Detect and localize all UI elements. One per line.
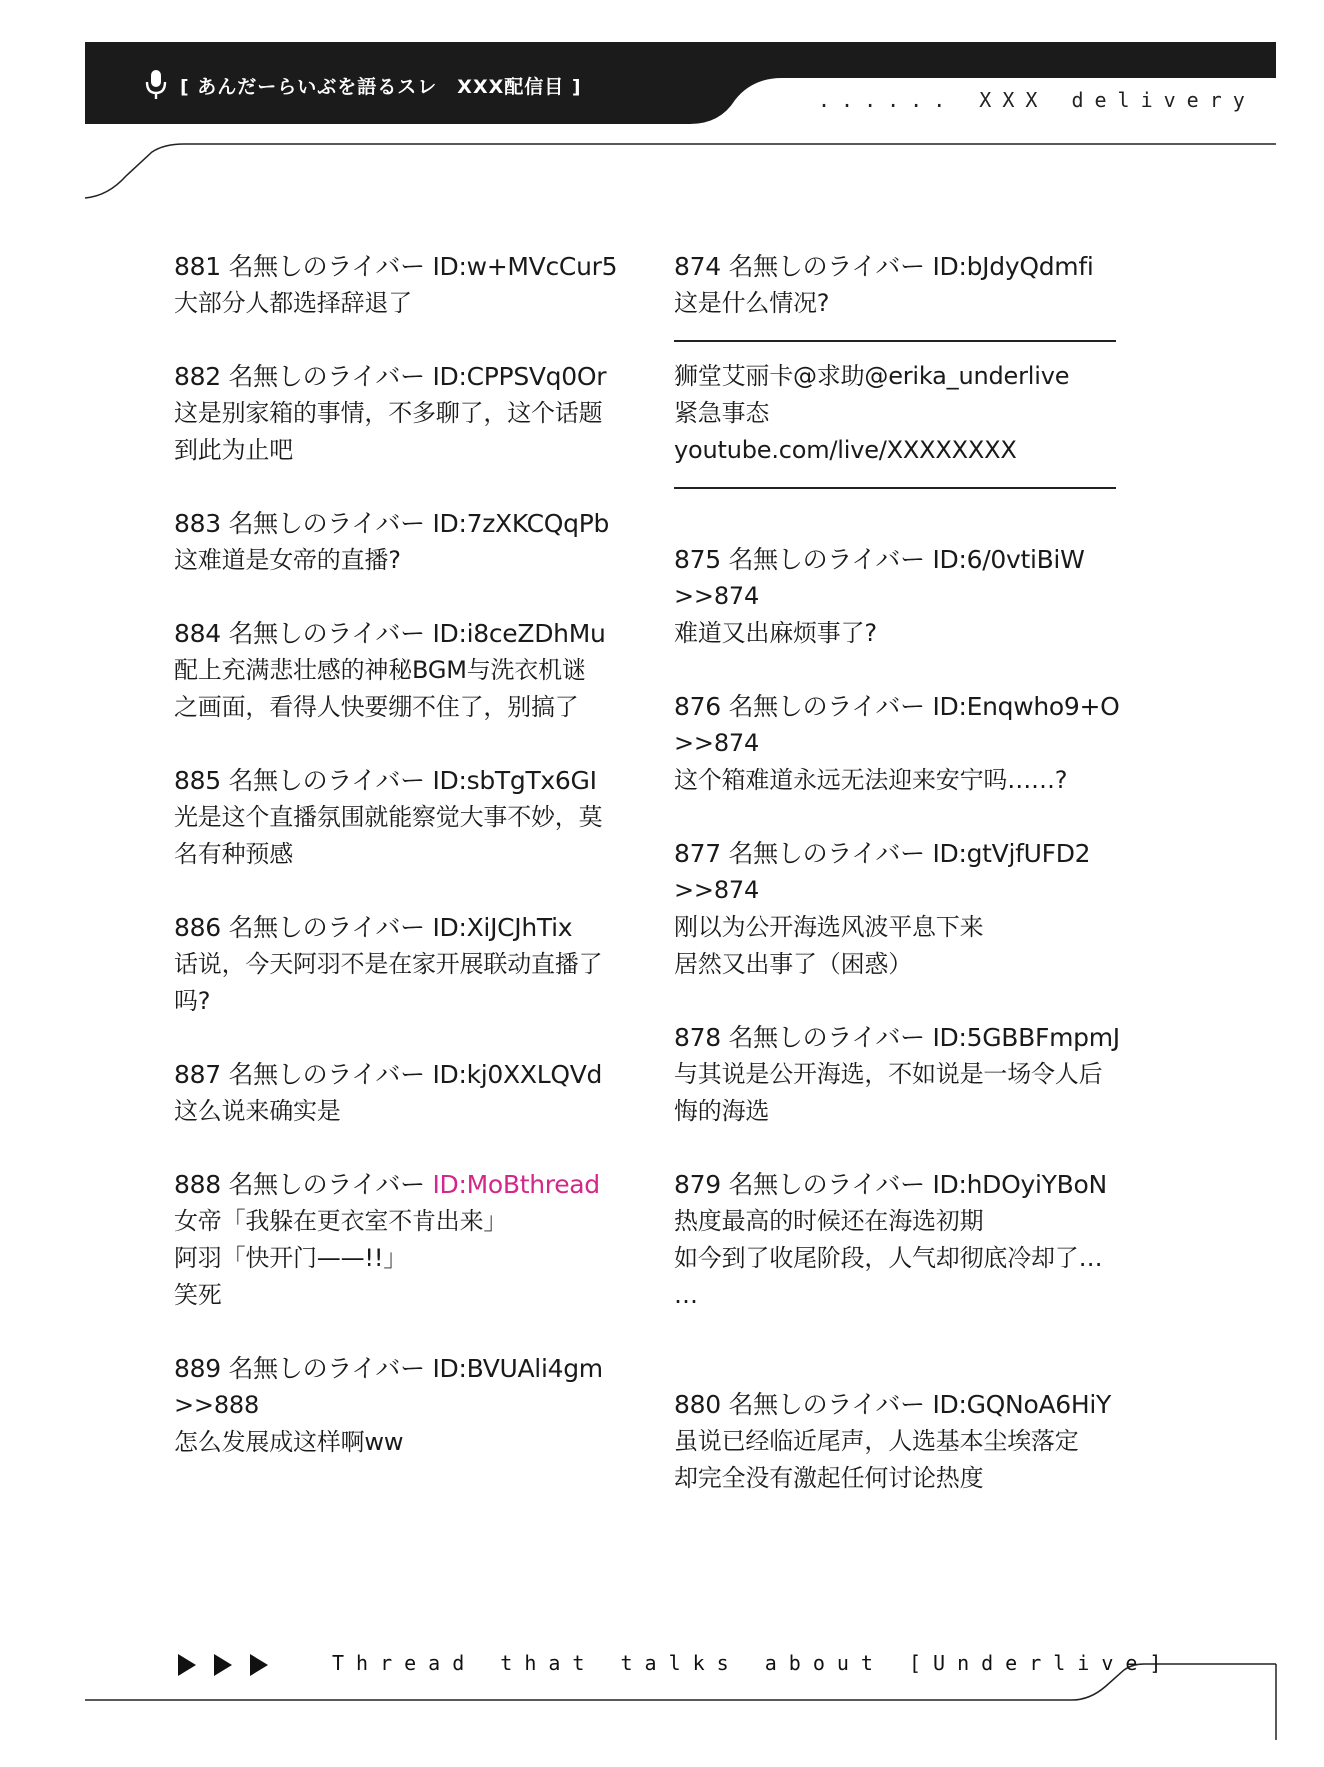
post-878 [674,1019,1124,1130]
play-arrow-icon [250,1654,268,1676]
post-877 [674,835,1124,983]
post-text: 怎么发展成这样啊ww [174,1428,404,1456]
post-881 [174,248,629,322]
post-header: 885 名無しのライバー ID:sbTgTx6GI [174,766,597,795]
post-header: 881 名無しのライバー ID:w+MVcCur5 [174,252,618,281]
post-text: 大部分人都选择辞退了 [174,289,412,317]
post-text: 这么说来确实是 [174,1097,341,1125]
post-text: 阿羽「快开门——!!」 [174,1244,408,1272]
post-text: 如今到了收尾阶段，人气却彻底冷却了… [674,1244,1103,1272]
post-text: 居然又出事了（困惑） [674,950,912,978]
post-text: 与其说是公开海选，不如说是一场令人后 [674,1060,1103,1088]
post-text: 名有种预感 [174,840,293,868]
post-886 [174,909,629,1020]
post-text: >>874 [674,582,760,610]
post-text: 笑死 [174,1281,222,1309]
quote-line: youtube.com/live/XXXXXXXX [674,436,1017,464]
post-header: 876 名無しのライバー ID:Enqwho9+O [674,692,1120,721]
post-884 [174,615,629,726]
post-text: 配上充满悲壮感的神秘BGM与洗衣机谜 [174,656,586,684]
post-880 [674,1386,1124,1497]
right-column [674,248,1124,1497]
post-header: 877 名無しのライバー ID:gtVjfUFD2 [674,839,1091,868]
post-text: 却完全没有激起任何讨论热度 [674,1464,984,1492]
post-text: 话说，今天阿羽不是在家开展联动直播了 [174,950,603,978]
quote-line: 紧急事态 [674,399,770,427]
post-header: 880 名無しのライバー ID:GQNoA6HiY [674,1390,1111,1419]
post-883 [174,505,629,579]
post-text: 热度最高的时候还在海选初期 [674,1207,984,1235]
post-text: 这个箱难道永远无法迎来安宁吗……? [674,766,1068,794]
post-876 [674,688,1124,799]
post-text: 这是别家箱的事情，不多聊了，这个话题 [174,399,603,427]
post-text: 这难道是女帝的直播? [174,546,401,574]
post-text: >>888 [174,1391,260,1419]
post-text: >>874 [674,729,760,757]
post-text: 悔的海选 [674,1097,770,1125]
post-header: 887 名無しのライバー ID:kj0XXLQVd [174,1060,603,1089]
post-header: 886 名無しのライバー ID:XiJCJhTix [174,913,573,942]
post-text: … [674,1281,698,1309]
post-text: 虽说已经临近尾声，人选基本尘埃落定 [674,1427,1079,1455]
post-header: 889 名無しのライバー ID:BVUAli4gm [174,1354,603,1383]
post-header: 879 名無しのライバー ID:hDOyiYBoN [674,1170,1107,1199]
post-header-prefix: 888 名無しのライバー [174,1170,433,1199]
post-887 [174,1056,629,1130]
post-874 [674,248,1124,322]
post-header: 882 名無しのライバー ID:CPPSVq0Or [174,362,607,391]
post-text: 光是这个直播氛围就能察觉大事不妙，莫 [174,803,603,831]
highlighted-id: ID:MoBthread [432,1170,600,1199]
header-subtitle: ...... XXX delivery [818,88,1256,112]
post-text: 女帝「我躲在更衣室不肯出来」 [174,1207,508,1235]
post-header: 883 名無しのライバー ID:7zXKCQqPb [174,509,610,538]
post-875 [674,541,1124,652]
post-879 [674,1166,1124,1314]
header-title: [ あんだーらいぶを語るスレ XXX配信目 ] [180,76,582,98]
post-882 [174,358,629,469]
play-arrow-icon [214,1654,232,1676]
post-885 [174,762,629,873]
post-header: 874 名無しのライバー ID:bJdyQdmfi [674,252,1094,281]
footer-arrows [178,1654,268,1676]
post-header: 878 名無しのライバー ID:5GBBFmpmJ [674,1023,1120,1052]
post-888 [174,1166,629,1314]
post-text: >>874 [674,876,760,904]
post-text: 吗? [174,987,211,1015]
left-column [174,248,629,1461]
post-header: 875 名無しのライバー ID:6/0vtiBiW [674,545,1085,574]
post-text: 之画面，看得人快要绷不住了，别搞了 [174,693,579,721]
post-header [174,1166,629,1203]
embedded-quote [674,358,1124,469]
post-text: 难道又出麻烦事了? [674,619,877,647]
footer-text: Thread that talks about [Underlive] [332,1651,1174,1675]
post-text: 刚以为公开海选风波平息下来 [674,913,984,941]
post-text: 到此为止吧 [174,436,293,464]
post-header: 884 名無しのライバー ID:i8ceZDhMu [174,619,606,648]
post-889 [174,1350,629,1461]
play-arrow-icon [178,1654,196,1676]
post-text: 这是什么情况? [674,289,830,317]
microphone-icon [143,68,169,102]
quote-line: 狮堂艾丽卡@求助@erika_underlive [674,362,1070,390]
